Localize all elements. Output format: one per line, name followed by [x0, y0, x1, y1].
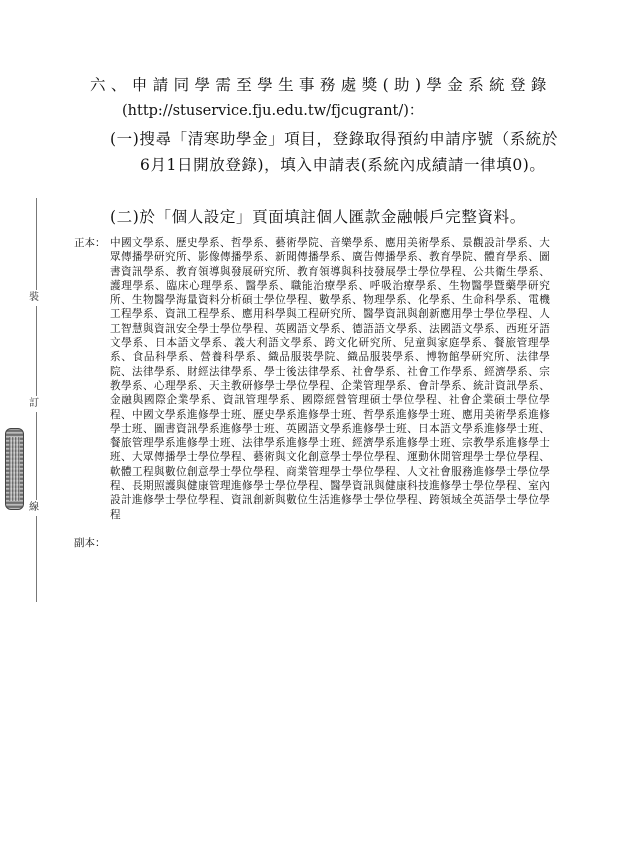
item-text: 搜尋「清寒助學金」項目，登錄取得預約申請序號（系統於6月1日開放登錄)，填入申請表(系統內成績請一律填0)。 — [139, 130, 559, 174]
main-recipient-label: 正本： — [74, 237, 106, 249]
item-text: 於「個人設定」頁面填註個人匯款金融帳戶完整資料。 — [139, 208, 526, 226]
item-number: (一) — [110, 130, 140, 148]
binding-char-ding: 訂 — [29, 396, 39, 412]
instruction-item-1 — [110, 126, 560, 178]
main-recipient-list: 中國文學系、歷史學系、哲學系、藝術學院、音樂學系、應用美術學系、景觀設計學系、大眾傳播學研究所、影像傳播學系、新聞傳播學系、廣告傳播學系、教育學院、體育學系、圖書資訊學系、教育領導與發展研究所、教育領導與科技發展學士學位學程、公共衛生學系、護理學系、臨床心理學系、醫學系、職能治療學系、呼吸治療學系、生物醫學暨藥學研究所、生物醫學海量資料分析碩士學位學程、數學系、物理學系、化學系、生命科學系、電機工程學系、資訊工程學系、應用科學與工程研究所、醫學資訊與創新應用學士學位學程、人工智慧與資訊安全學士學位學程、英國語文學系、德語語文學系、法國語文學系、西班牙語文學系、日本語文學系、義大利語文學系、跨文化研究所、兒童與家庭學系、餐旅管理學系、食品科學系、營養科學系、織品服裝學院、織品服裝學系、博物館學研究所、法律學院、法律學系、財經法律學系、學士後法律學系、社會學系、社會工作學系、經濟學系、宗教學系、心理學系、天主教研修學士學位學程、企業管理學系、會計學系、統計資訊學系、金融與國際企業學系、資訊管理學系、國際經營管理碩士學位學程、社會企業碩士學位學程、中國文學系進修學士班、歷史學系進修學士班、哲學系進修學士班、應用美術學系進修學士班、圖書資訊學系進修學士班、英國語文學系進修學士班、日本語文學系進修學士班、餐旅管理學系進修學士班、法律學系進修學士班、經濟學系進修學士班、宗教學系進修學士班、大眾傳播學士學位學程、藝術與文化創意學士學位學程、運動休閒管理學士學位學程、軟體工程與數位創意學士學位學程、商業管理學士學位學程、人文社會服務進修學士學位學程、長期照護與健康管理進修學士學位學程、醫學資訊與健康科技進修學士學位學程、室內設計進修學士學位學程、資訊創新與數位生活進修學士學位學程、跨領域全英語學士學位學程 — [110, 237, 550, 521]
seal-pattern — [9, 437, 20, 501]
binding-char-zhuang: 裝 — [29, 290, 39, 306]
official-seal-stamp — [5, 428, 24, 510]
instruction-item-2 — [110, 204, 560, 230]
item-number: (二) — [110, 208, 140, 226]
section-heading — [90, 72, 560, 119]
binding-char-xian: 線 — [29, 500, 39, 516]
grant-system-url: (http://stuservice.fju.edu.tw/fjcugrant/)： — [122, 103, 424, 119]
section-title: 六、申請同學需至學生事務處獎(助)學金系統登錄 — [90, 76, 552, 94]
copy-recipient-label: 副本： — [74, 537, 106, 549]
